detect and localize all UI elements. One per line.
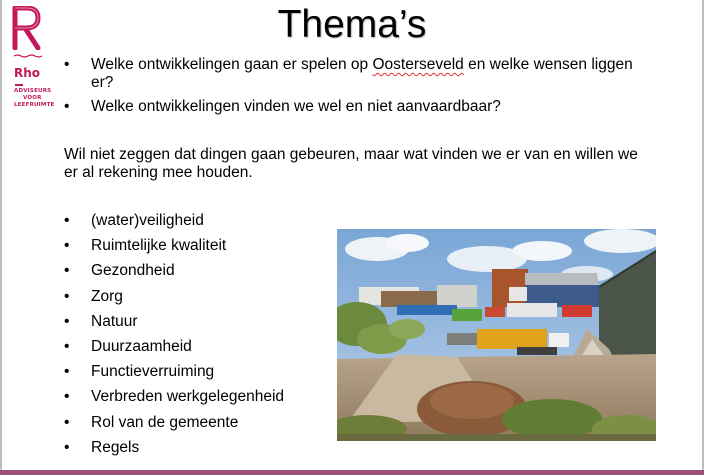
theme-label: Zorg xyxy=(91,287,123,305)
theme-label: (water)veiligheid xyxy=(91,212,204,229)
slide-bottom-bar xyxy=(0,470,704,475)
theme-item xyxy=(64,288,334,313)
question-text: Welke ontwikkelingen gaan er spelen op xyxy=(91,56,373,73)
logo-tagline-line: VOOR xyxy=(23,95,42,101)
theme-item xyxy=(64,338,334,363)
bullet-icon: • xyxy=(64,287,70,305)
slide-title: Thema’s xyxy=(277,3,427,46)
logo-tagline-line: LEEFRUIMTE xyxy=(14,102,55,108)
question-list xyxy=(64,56,654,122)
photo-illustration xyxy=(337,229,656,441)
theme-list xyxy=(64,212,334,464)
logo-wave-icon xyxy=(14,54,42,58)
theme-label: Duurzaamheid xyxy=(91,337,192,355)
theme-item xyxy=(64,363,334,388)
industrial-site-photo xyxy=(337,229,656,441)
question-item xyxy=(64,98,654,116)
bullet-icon: • xyxy=(64,98,70,115)
bullet-icon: • xyxy=(64,312,70,330)
question-text: Welke ontwikkelingen vinden we wel en niet aanvaardbaar? xyxy=(91,98,501,115)
theme-item xyxy=(64,237,334,262)
theme-item xyxy=(64,262,334,287)
intro-paragraph: Wil niet zeggen dat dingen gaan gebeuren, maar wat vinden we er van en willen we er al rekening mee houden. xyxy=(64,146,638,181)
bullet-icon: • xyxy=(64,363,70,381)
slide-left-border xyxy=(0,0,2,475)
theme-label: Functieverruiming xyxy=(91,363,215,381)
theme-label: Gezondheid xyxy=(91,262,175,280)
theme-item xyxy=(64,414,334,439)
theme-label: Regels xyxy=(91,438,140,456)
place-name: Oosterseveld xyxy=(372,56,464,73)
logo-tagline-line: ADVISEURS xyxy=(14,88,52,94)
bullet-icon: • xyxy=(64,413,70,431)
logo-tagline xyxy=(14,88,54,109)
theme-item xyxy=(64,313,334,338)
logo-divider xyxy=(15,84,23,86)
bullet-icon: • xyxy=(64,237,70,255)
bullet-icon: • xyxy=(64,388,70,406)
question-item xyxy=(64,56,654,92)
theme-label: Rol van de gemeente xyxy=(91,413,239,431)
bullet-icon: • xyxy=(64,337,70,355)
bullet-icon: • xyxy=(64,56,70,73)
theme-label: Verbreden werkgelegenheid xyxy=(91,388,285,406)
theme-item xyxy=(64,212,334,237)
theme-label: Natuur xyxy=(91,312,138,330)
bullet-icon: • xyxy=(64,438,70,456)
theme-item xyxy=(64,388,334,413)
theme-item xyxy=(64,439,334,464)
logo-name: Rho xyxy=(14,66,41,80)
bullet-icon: • xyxy=(64,212,70,229)
bullet-icon: • xyxy=(64,262,70,280)
question-text: en welke wensen liggen er? xyxy=(91,56,633,91)
theme-label: Ruimtelijke kwaliteit xyxy=(91,237,227,255)
